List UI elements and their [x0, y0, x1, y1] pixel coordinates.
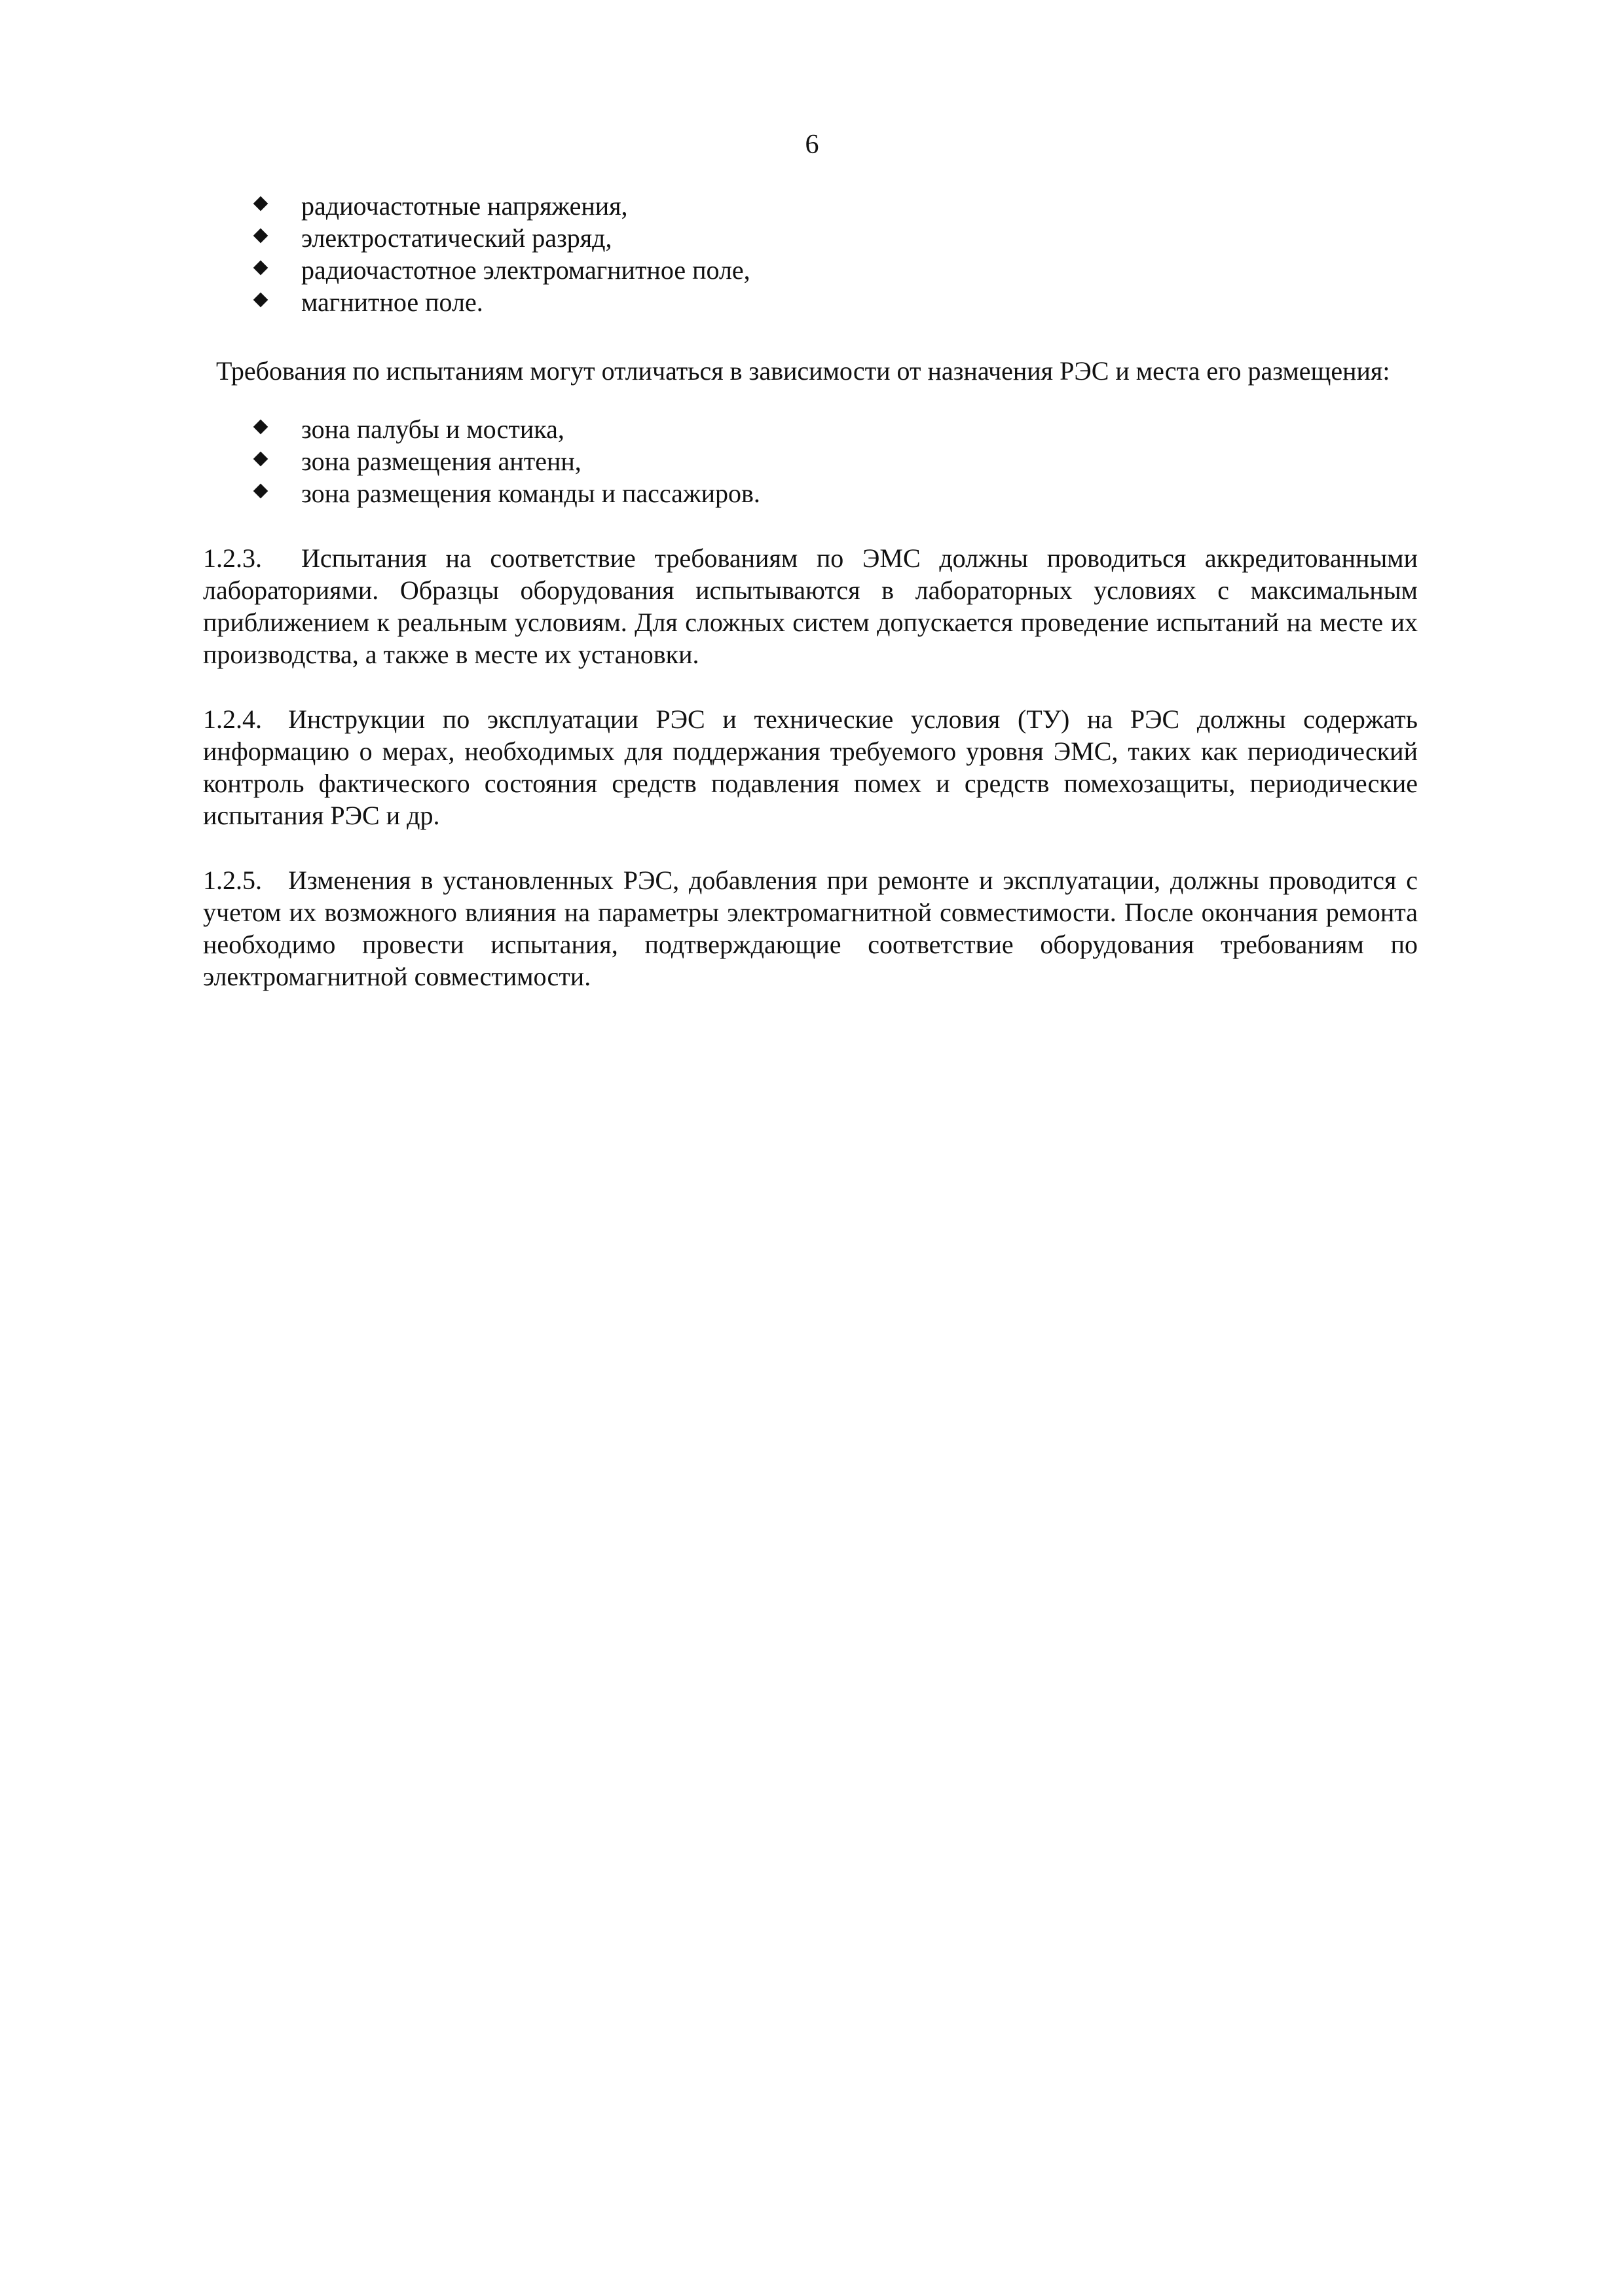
list-item-text: электростатический разряд, [301, 223, 612, 253]
section-number: 1.2.3. [203, 543, 262, 573]
diamond-bullet-icon [253, 484, 268, 499]
list-item-text: зона размещения антенн, [301, 446, 581, 476]
diamond-bullet-icon [253, 420, 268, 435]
diamond-bullet-icon [253, 293, 268, 308]
paragraph-intro: Требования по испытаниям могут отличаться в зависимости от назначения РЭС и места его размещения: [216, 356, 1390, 386]
list-item-text: зона палубы и мостика, [301, 414, 564, 444]
list-item [255, 190, 1418, 222]
section-text: Испытания на соответствие требованиям по ЭМС должны проводиться аккредитованными лабораториями. Образцы оборудования испытываются в лабораторных условиях с максимальным приближением к реальным условиям. Для сложных систем допускается проведение испытаний на месте их производства, а также в месте их установки. [203, 543, 1418, 669]
list-item [255, 413, 1418, 445]
section-number: 1.2.4. [203, 704, 262, 734]
section-1-2-4 [203, 703, 1418, 831]
section-text: Изменения в установленных РЭС, добавления при ремонте и эксплуатации, должны проводится с учетом их возможного влияния на параметры электромагнитной совместимости. После окончания ремонта необходимо провести испытания, подтверждающие соответствие оборудования требованиям по электромагнитной совместимости. [203, 866, 1418, 991]
section-text: Инструкции по эксплуатации РЭС и технические условия (ТУ) на РЭС должны содержать информацию о мерах, необходимых для поддержания требуемого уровня ЭМС, таких как периодический контроль фактического состояния средств подавления помех и средств помехозащиты, периодические испытания РЭС и др. [203, 704, 1418, 830]
section-number: 1.2.5. [203, 866, 262, 895]
section-1-2-3 [203, 542, 1418, 670]
list-item-text: радиочастотные напряжения, [301, 191, 628, 221]
list-item-text: магнитное поле. [301, 287, 483, 317]
list-item-text: радиочастотное электромагнитное поле, [301, 255, 750, 285]
bullet-list-test-types [203, 190, 1418, 318]
diamond-bullet-icon [253, 452, 268, 467]
list-item [255, 222, 1418, 254]
list-item-text: зона размещения команды и пассажиров. [301, 479, 760, 508]
diamond-bullet-icon [253, 196, 268, 211]
section-1-2-5 [203, 864, 1418, 993]
page-number: 6 [805, 130, 819, 160]
diamond-bullet-icon [253, 261, 268, 276]
diamond-bullet-icon [253, 228, 268, 244]
bullet-list-zones [203, 413, 1418, 509]
list-item [255, 254, 1418, 286]
list-item [255, 286, 1418, 318]
list-item [255, 445, 1418, 477]
page-body [203, 190, 1418, 993]
list-item [255, 477, 1418, 509]
